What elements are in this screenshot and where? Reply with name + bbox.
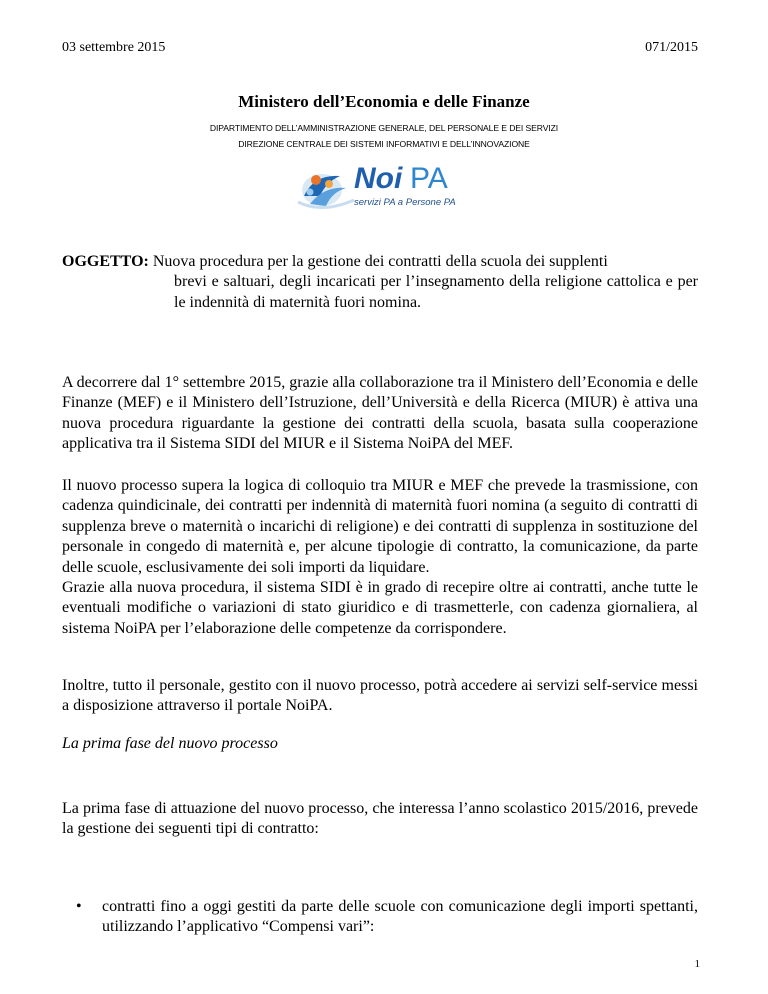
subject-label: OGGETTO: bbox=[62, 253, 149, 270]
logo-tagline: servizi PA a Persone PA bbox=[354, 197, 456, 208]
bullet-icon: • bbox=[76, 898, 82, 915]
paragraph-2 bbox=[62, 476, 698, 639]
subject-block bbox=[62, 252, 698, 313]
list-item bbox=[76, 897, 698, 938]
noipa-logo bbox=[296, 156, 472, 218]
paragraph-3: Inoltre, tutto il personale, gestito con il nuovo processo, potrà accedere ai servizi self-service messi a disposizione attraverso il portale NoiPA. bbox=[62, 677, 698, 715]
subject-continuation: brevi e saltuari, degli incaricati per l’insegnamento della religione cattolica e per le indennità di maternità fuori nomina. bbox=[174, 273, 698, 311]
noipa-logo-graphic bbox=[296, 156, 472, 218]
section-heading: La prima fase del nuovo processo bbox=[62, 735, 278, 752]
directorate-line: DIREZIONE CENTRALE DEI SISTEMI INFORMATIVI E DELL’INNOVAZIONE bbox=[238, 139, 530, 149]
paragraph-1: A decorrere dal 1° settembre 2015, grazie alla collaborazione tra il Ministero dell’Economia e delle Finanze (MEF) e il Ministero dell’Istruzione, dell’Università e della Ricerca (MIUR) è attiva una nuova procedura riguardante la gestione dei contratti della scuola, basata sulla cooperazione applicativa tra il Sistema SIDI del MIUR e il Sistema NoiPA del MEF. bbox=[62, 374, 698, 453]
page-number: 1 bbox=[694, 958, 700, 970]
paragraph-2b: Grazie alla nuova procedura, il sistema SIDI è in grado di recepire oltre ai contratti, anche tutte le eventuali modifiche o variazioni di stato giuridico e di trasmetterle, con cadenza giornaliera, al sistema NoiPA per l’elaborazione delle competenze da corrispondere. bbox=[62, 579, 698, 637]
subject-first-line: Nuova procedura per la gestione dei contratti della scuola dei supplenti bbox=[152, 253, 608, 270]
logo-noi-text: Noi bbox=[354, 162, 403, 195]
list-item-text: contratti fino a oggi gestiti da parte delle scuole con comunicazione degli importi spettanti, utilizzando l’applicativo “Compensi vari”: bbox=[102, 898, 698, 936]
document-date: 03 settembre 2015 bbox=[62, 40, 166, 55]
document-number: 071/2015 bbox=[645, 40, 698, 55]
ministry-title: Ministero dell’Economia e delle Finanze bbox=[238, 92, 530, 111]
paragraph-2a: Il nuovo processo supera la logica di colloquio tra MIUR e MEF che prevede la trasmissione, con cadenza quindicinale, dei contratti per indennità di maternità fuori nomina (a seguito di contratti di supplenza breve o maternità o incarichi di religione) e dei contratti di supplenza in sostituzione del personale in congedo di maternità e, per alcune tipologie di contratto, la comunicazione, da parte delle scuole, esclusivamente dei soli importi da liquidare. bbox=[62, 477, 698, 576]
logo-pa-text: PA bbox=[410, 162, 448, 195]
department-line: DIPARTIMENTO DELL’AMMINISTRAZIONE GENERALE, DEL PERSONALE E DEI SERVIZI bbox=[209, 123, 559, 133]
paragraph-4: La prima fase di attuazione del nuovo processo, che interessa l’anno scolastico 2015/2016, prevede la gestione dei seguenti tipi di contratto: bbox=[62, 800, 698, 838]
